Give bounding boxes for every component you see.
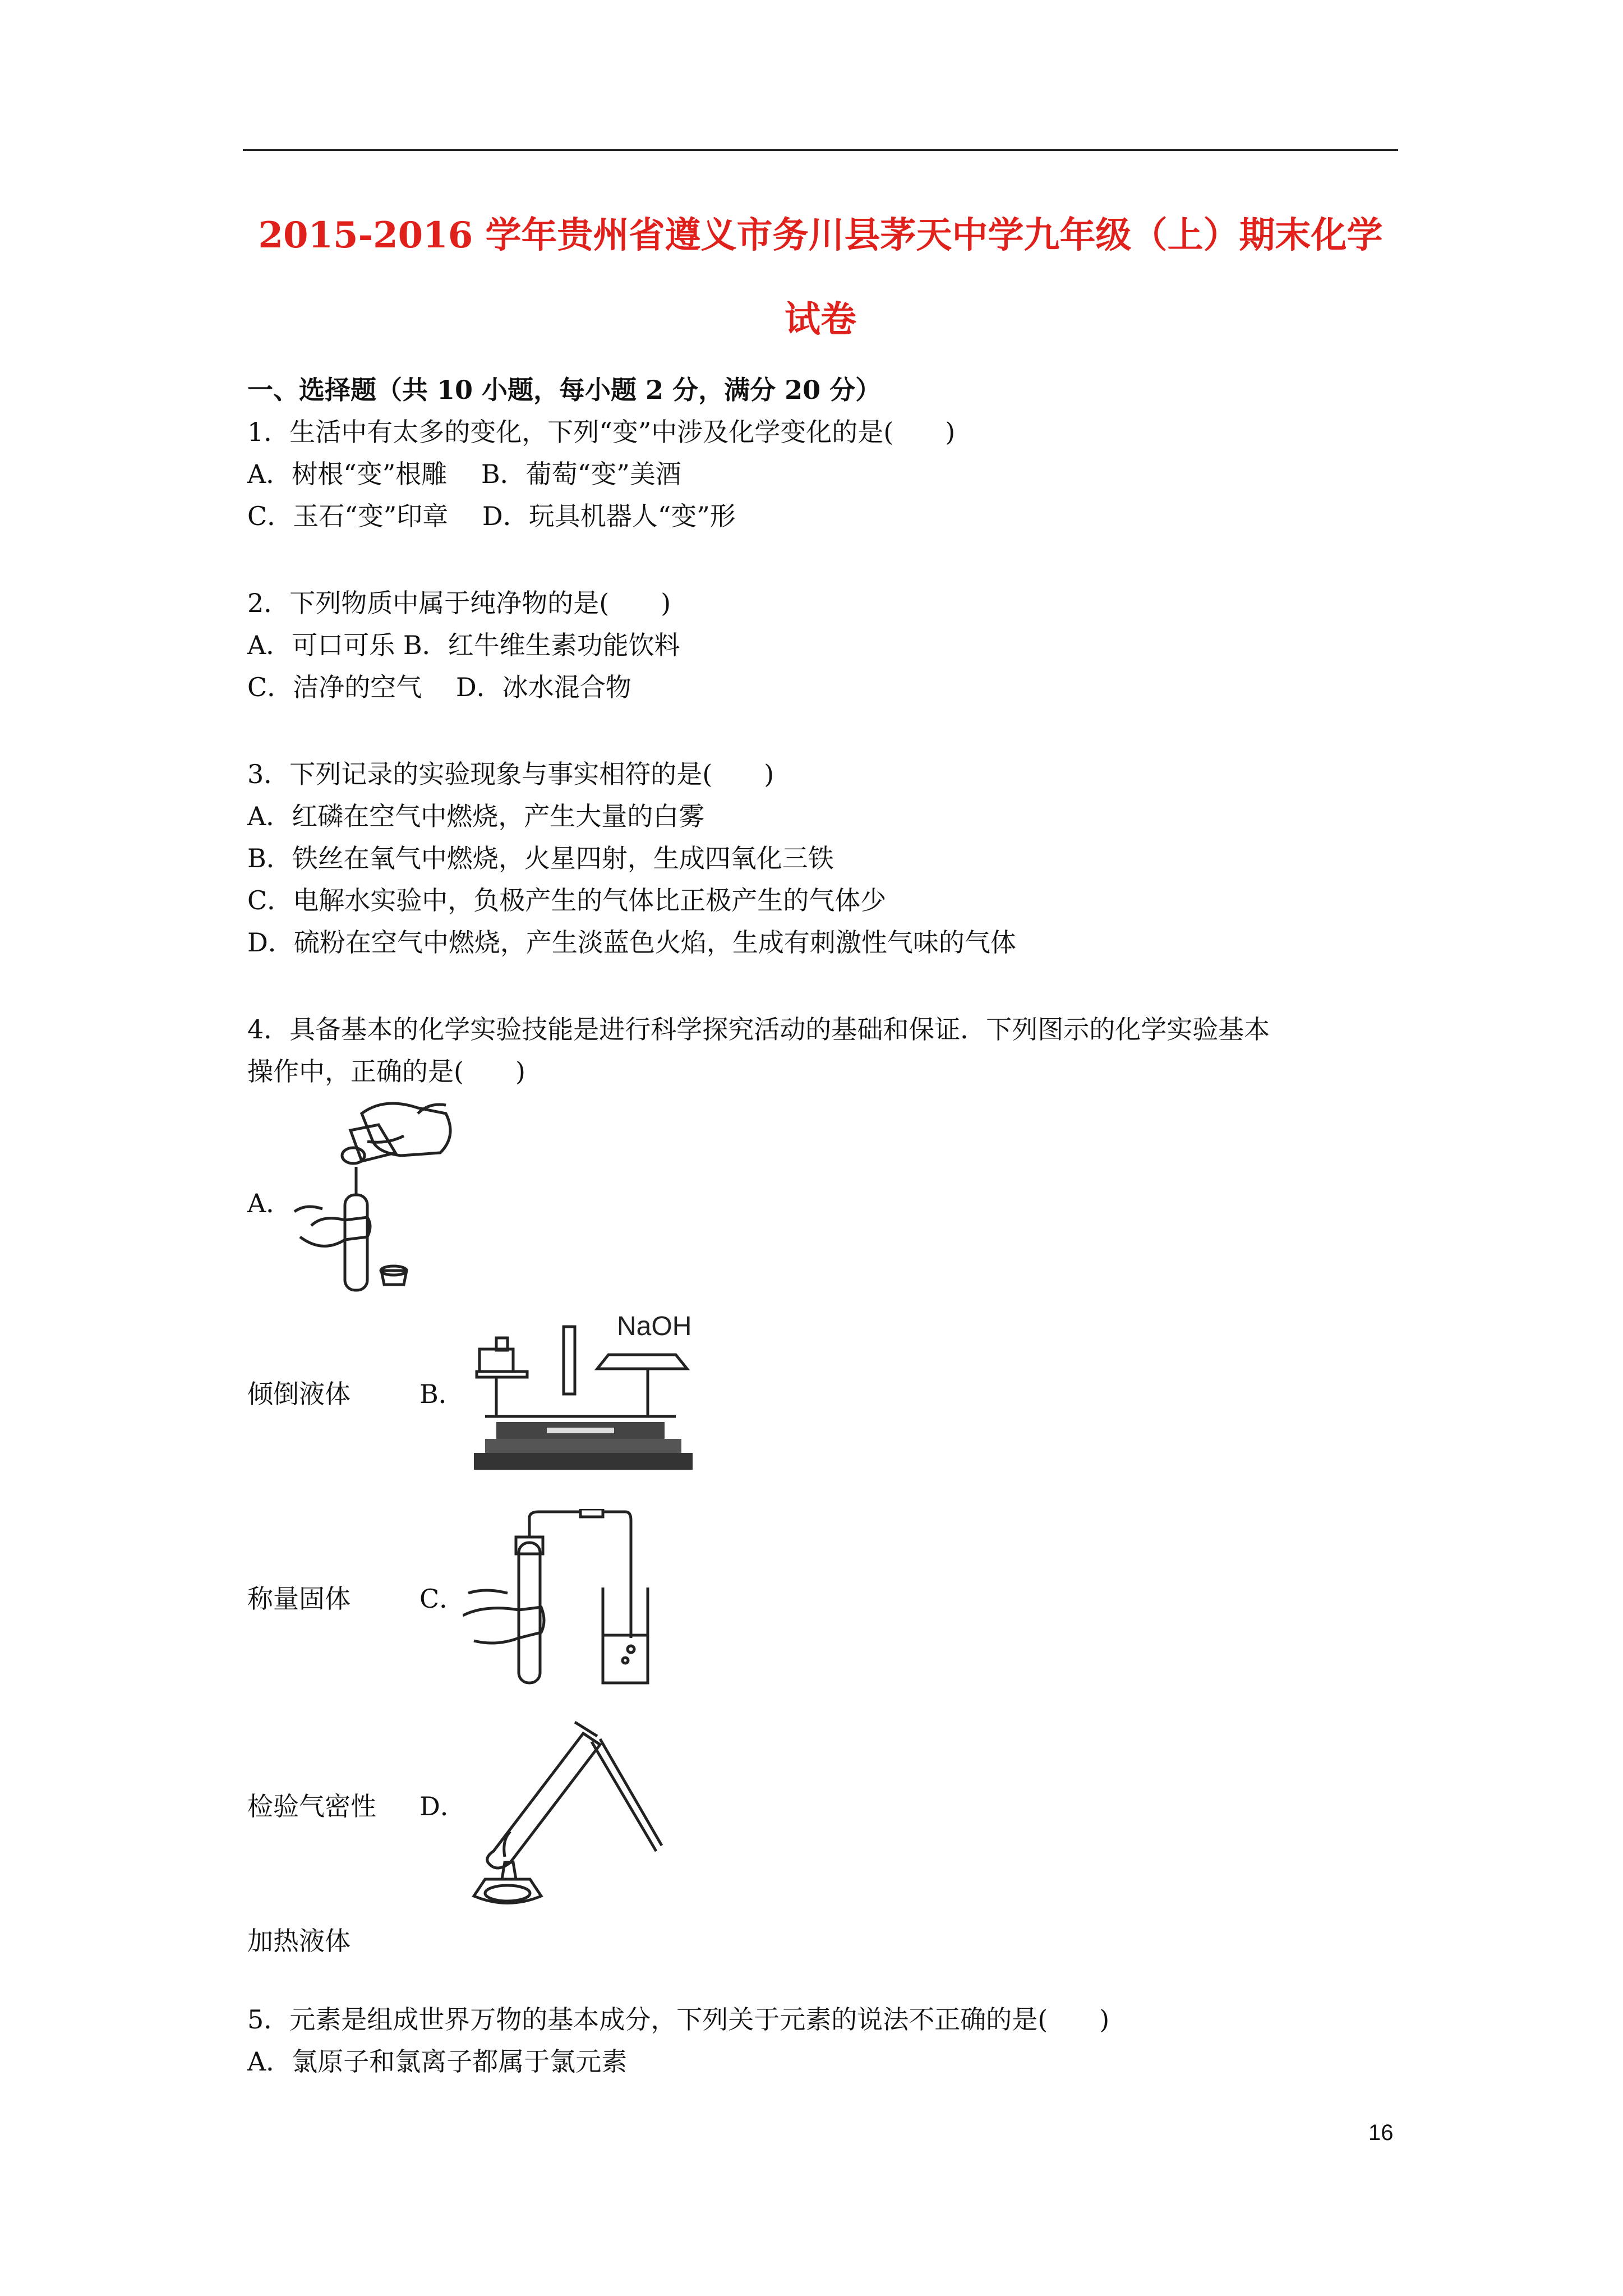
question-4-option-a-label: A． [247,1188,292,1218]
question-1-options-cd: C．玉石“变”印章 D．玩具机器人“变”形 [247,501,736,531]
airtightness-test-figure [463,1509,653,1688]
question-5-option-a: A．氯原子和氯离子都属于氯元素 [247,2046,628,2077]
question-4-option-c-label: C． [419,1584,465,1614]
question-4-option-d-label: D． [419,1791,466,1821]
question-4-option-a-caption: 倾倒液体 [247,1379,351,1409]
question-4-option-c-caption: 检验气密性 [247,1791,376,1821]
question-4-option-b-label: B． [419,1379,464,1409]
question-2-options-ab: A．可口可乐 B．红牛维生素功能饮料 [247,630,680,660]
pouring-liquid-figure [289,1091,457,1304]
question-3-option-c: C．电解水实验中，负极产生的气体比正极产生的气体少 [247,885,887,915]
question-2-options-cd: C．洁净的空气 D．冰水混合物 [247,672,631,702]
question-3-option-d: D．硫粉在空气中燃烧，产生淡蓝色火焰，生成有刺激性气味的气体 [247,927,1016,958]
question-2-stem: 2．下列物质中属于纯净物的是( ) [247,588,671,618]
question-4-option-b-caption: 称量固体 [247,1584,351,1614]
page-number: 16 [1368,2120,1394,2145]
heating-liquid-figure [463,1711,665,1913]
section-heading: 一、选择题（共 10 小题，每小题 2 分，满分 20 分） [247,375,882,405]
question-3-option-b: B．铁丝在氧气中燃烧，火星四射，生成四氧化三铁 [247,843,834,873]
header-rule [243,149,1398,151]
question-1-options-ab: A．树根“变”根雕 B．葡萄“变”美酒 [247,459,681,489]
question-3-option-a: A．红磷在空气中燃烧，产生大量的白雾 [247,801,705,831]
question-3-stem: 3．下列记录的实验现象与事实相符的是( ) [247,759,774,789]
question-4-stem-line-1: 4．具备基本的化学实验技能是进行科学探究活动的基础和保证．下列图示的化学实验基本 [247,1014,1270,1045]
naoh-label: NaOH [617,1312,692,1341]
question-4-option-d-caption: 加热液体 [247,1926,351,1956]
exam-title-line-1: 2015-2016 学年贵州省遵义市务川县茅天中学九年级（上）期末化学 [258,214,1383,256]
question-1-stem: 1．生活中有太多的变化，下列“变”中涉及化学变化的是( ) [247,417,956,447]
question-4-stem-line-2: 操作中，正确的是( ) [247,1056,525,1087]
exam-title-line-2: 试卷 [785,298,856,341]
balance-scale-figure [463,1304,704,1484]
question-5-stem: 5．元素是组成世界万物的基本成分，下列关于元素的说法不正确的是( ) [247,2004,1110,2035]
